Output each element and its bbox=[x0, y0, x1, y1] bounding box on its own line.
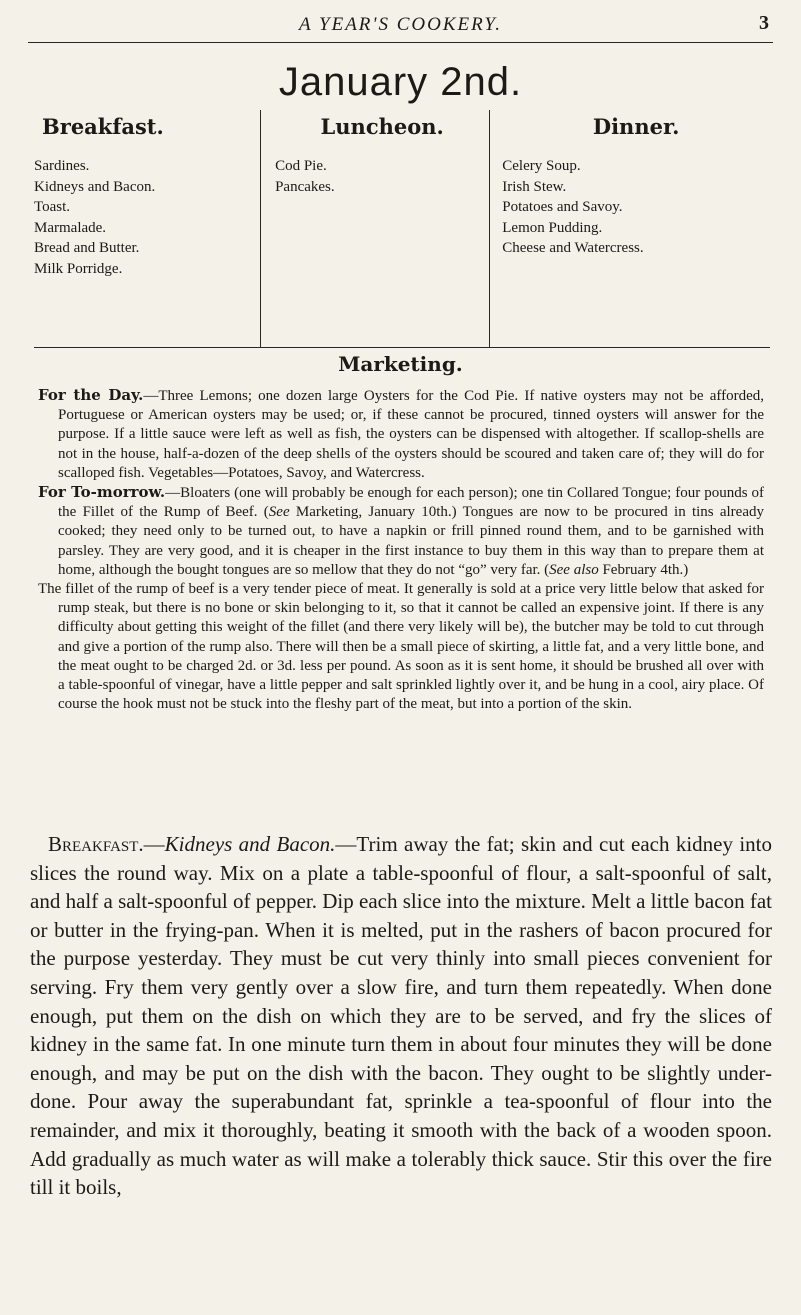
marketing-section bbox=[38, 386, 764, 714]
dinner-heading: Dinner. bbox=[592, 114, 680, 139]
for-tomorrow-lead: For To-morrow. bbox=[38, 483, 166, 502]
for-tomorrow-text: February 4th.) bbox=[598, 561, 689, 578]
menu-item: Kidneys and Bacon. bbox=[34, 178, 156, 195]
menu-item: Irish Stew. bbox=[502, 178, 567, 195]
breakfast-list bbox=[34, 156, 260, 279]
luncheon-heading: Luncheon. bbox=[320, 114, 444, 139]
breakfast-heading: Breakfast. bbox=[42, 114, 164, 139]
menu-table bbox=[34, 110, 770, 348]
recipe-dash: — bbox=[143, 832, 165, 856]
for-the-day-text: —Three Lemons; one dozen large Oysters for the Cod Pie. If native oysters may not be afforded, Portuguese or American oysters may be used; or, if these cannot be procured, tinned oysters will answer for the purpose. If a little sauce were left as well as fish, the oysters can be dispensed with altogether. If scallop-shells are not in the house, half-a-dozen of the deep shells of the oysters should be scoured and taken care of; they will do for scalloped fish. Vegetables—Potatoes, Savoy, and Watercress. bbox=[58, 388, 764, 481]
menu-item: Milk Porridge. bbox=[34, 260, 123, 277]
menu-item: Marmalade. bbox=[34, 219, 107, 236]
for-the-day-paragraph bbox=[38, 386, 764, 483]
running-header bbox=[28, 8, 773, 43]
menu-item: Bread and Butter. bbox=[34, 240, 140, 256]
recipe-paragraph bbox=[30, 830, 772, 1202]
menu-item: Pancakes. bbox=[275, 178, 335, 195]
luncheon-column bbox=[260, 110, 489, 347]
for-the-day-lead: For the Day. bbox=[38, 386, 144, 404]
recipe-section-label: Breakfast. bbox=[48, 832, 144, 856]
dinner-column bbox=[489, 110, 770, 347]
recipe-title: Kidneys and Bacon. bbox=[164, 832, 336, 856]
for-tomorrow-paragraph bbox=[38, 483, 764, 580]
see-also-reference: See also bbox=[549, 561, 599, 578]
breakfast-column bbox=[34, 110, 260, 347]
for-tomorrow-text: —Bloaters (one will probably be enough for each person); one tin Collared Tongue; four pounds of the Fillet of the Rump of Beef. ( bbox=[58, 485, 764, 521]
see-reference: See bbox=[268, 504, 290, 521]
marketing-heading: Marketing. bbox=[338, 352, 463, 376]
fillet-paragraph: The fillet of the rump of beef is a very tender piece of meat. It generally is sold at a price very little below that asked for rump steak, but there is no bone or skin belonging to it, so that it cannot be called an expensive joint. If there is any difficulty about getting this weight of the fillet (and there very likely will be), the butcher may be told to cut through and give a portion of the rump also. There will then be a small piece of skirting, a little fat, and a very little bone, and the meat ought to be charged 2d. or 3d. less per pound. As soon as it is sent home, it should be brushed all over with a table-spoonful of vinegar, have a little pepper and salt sprinkled lightly over it, and be hung in a cool, airy place. Of course the hook must not be stuck into the fleshy part of the meat, but into a portion of the skin. bbox=[38, 581, 764, 713]
menu-item: Potatoes and Savoy. bbox=[502, 199, 623, 215]
menu-item: Lemon Pudding. bbox=[502, 219, 603, 236]
for-tomorrow-text: Marketing, January 10th.) Tongues are now to be procured in tins already cooked; they need only to be turned out, to have a napkin or frill pinned round them, and to be garnished with parsley. They are very good, and it is cheaper in the first instance to buy them in this way than to prepare them at home, although the bought tongues are so mellow that they do not “go” very far. ( bbox=[58, 504, 764, 578]
recipe-section bbox=[30, 830, 772, 1202]
menu-item: Cheese and Watercress. bbox=[502, 240, 644, 256]
menu-item: Celery Soup. bbox=[502, 158, 581, 174]
dinner-list bbox=[502, 156, 770, 259]
date-heading: January 2nd. bbox=[278, 60, 523, 104]
menu-item: Cod Pie. bbox=[275, 158, 327, 174]
page-number: 3 bbox=[759, 12, 769, 34]
running-title: A YEAR'S COOKERY. bbox=[299, 14, 502, 35]
recipe-text: —Trim away the fat; skin and cut each kidney into slices the round way. Mix on a plate a table-spoonful of flour, a salt-spoonful of salt, and half a salt-spoonful of pepper. Dip each slice into the mixture. Melt a little bacon fat or butter in the frying-pan. When it is melted, put in the rashers of bacon procured for the purpose yesterday. They must be cut very thinly into small pieces convenient for serving. Fry them very gently over a slow fire, and turn them repeatedly. When done enough, put them on the dish on which they are to be served, and fry the slices of kidney in the same fat. In one minute turn them in about four minutes they will be done enough, and may be put on the dish with the bacon. They ought to be slightly under-done. Pour away the superabundant fat, sprinkle a tea-spoonful of flour into the remainder, and mix it thoroughly, beating it smooth with the back of a wooden spoon. Add gradually as much water as will make a tolerably thick sauce. Stir this over the fire till it boils, bbox=[30, 832, 772, 1200]
menu-item: Toast. bbox=[34, 199, 71, 215]
menu-item: Sardines. bbox=[34, 158, 90, 174]
luncheon-list bbox=[275, 156, 489, 197]
